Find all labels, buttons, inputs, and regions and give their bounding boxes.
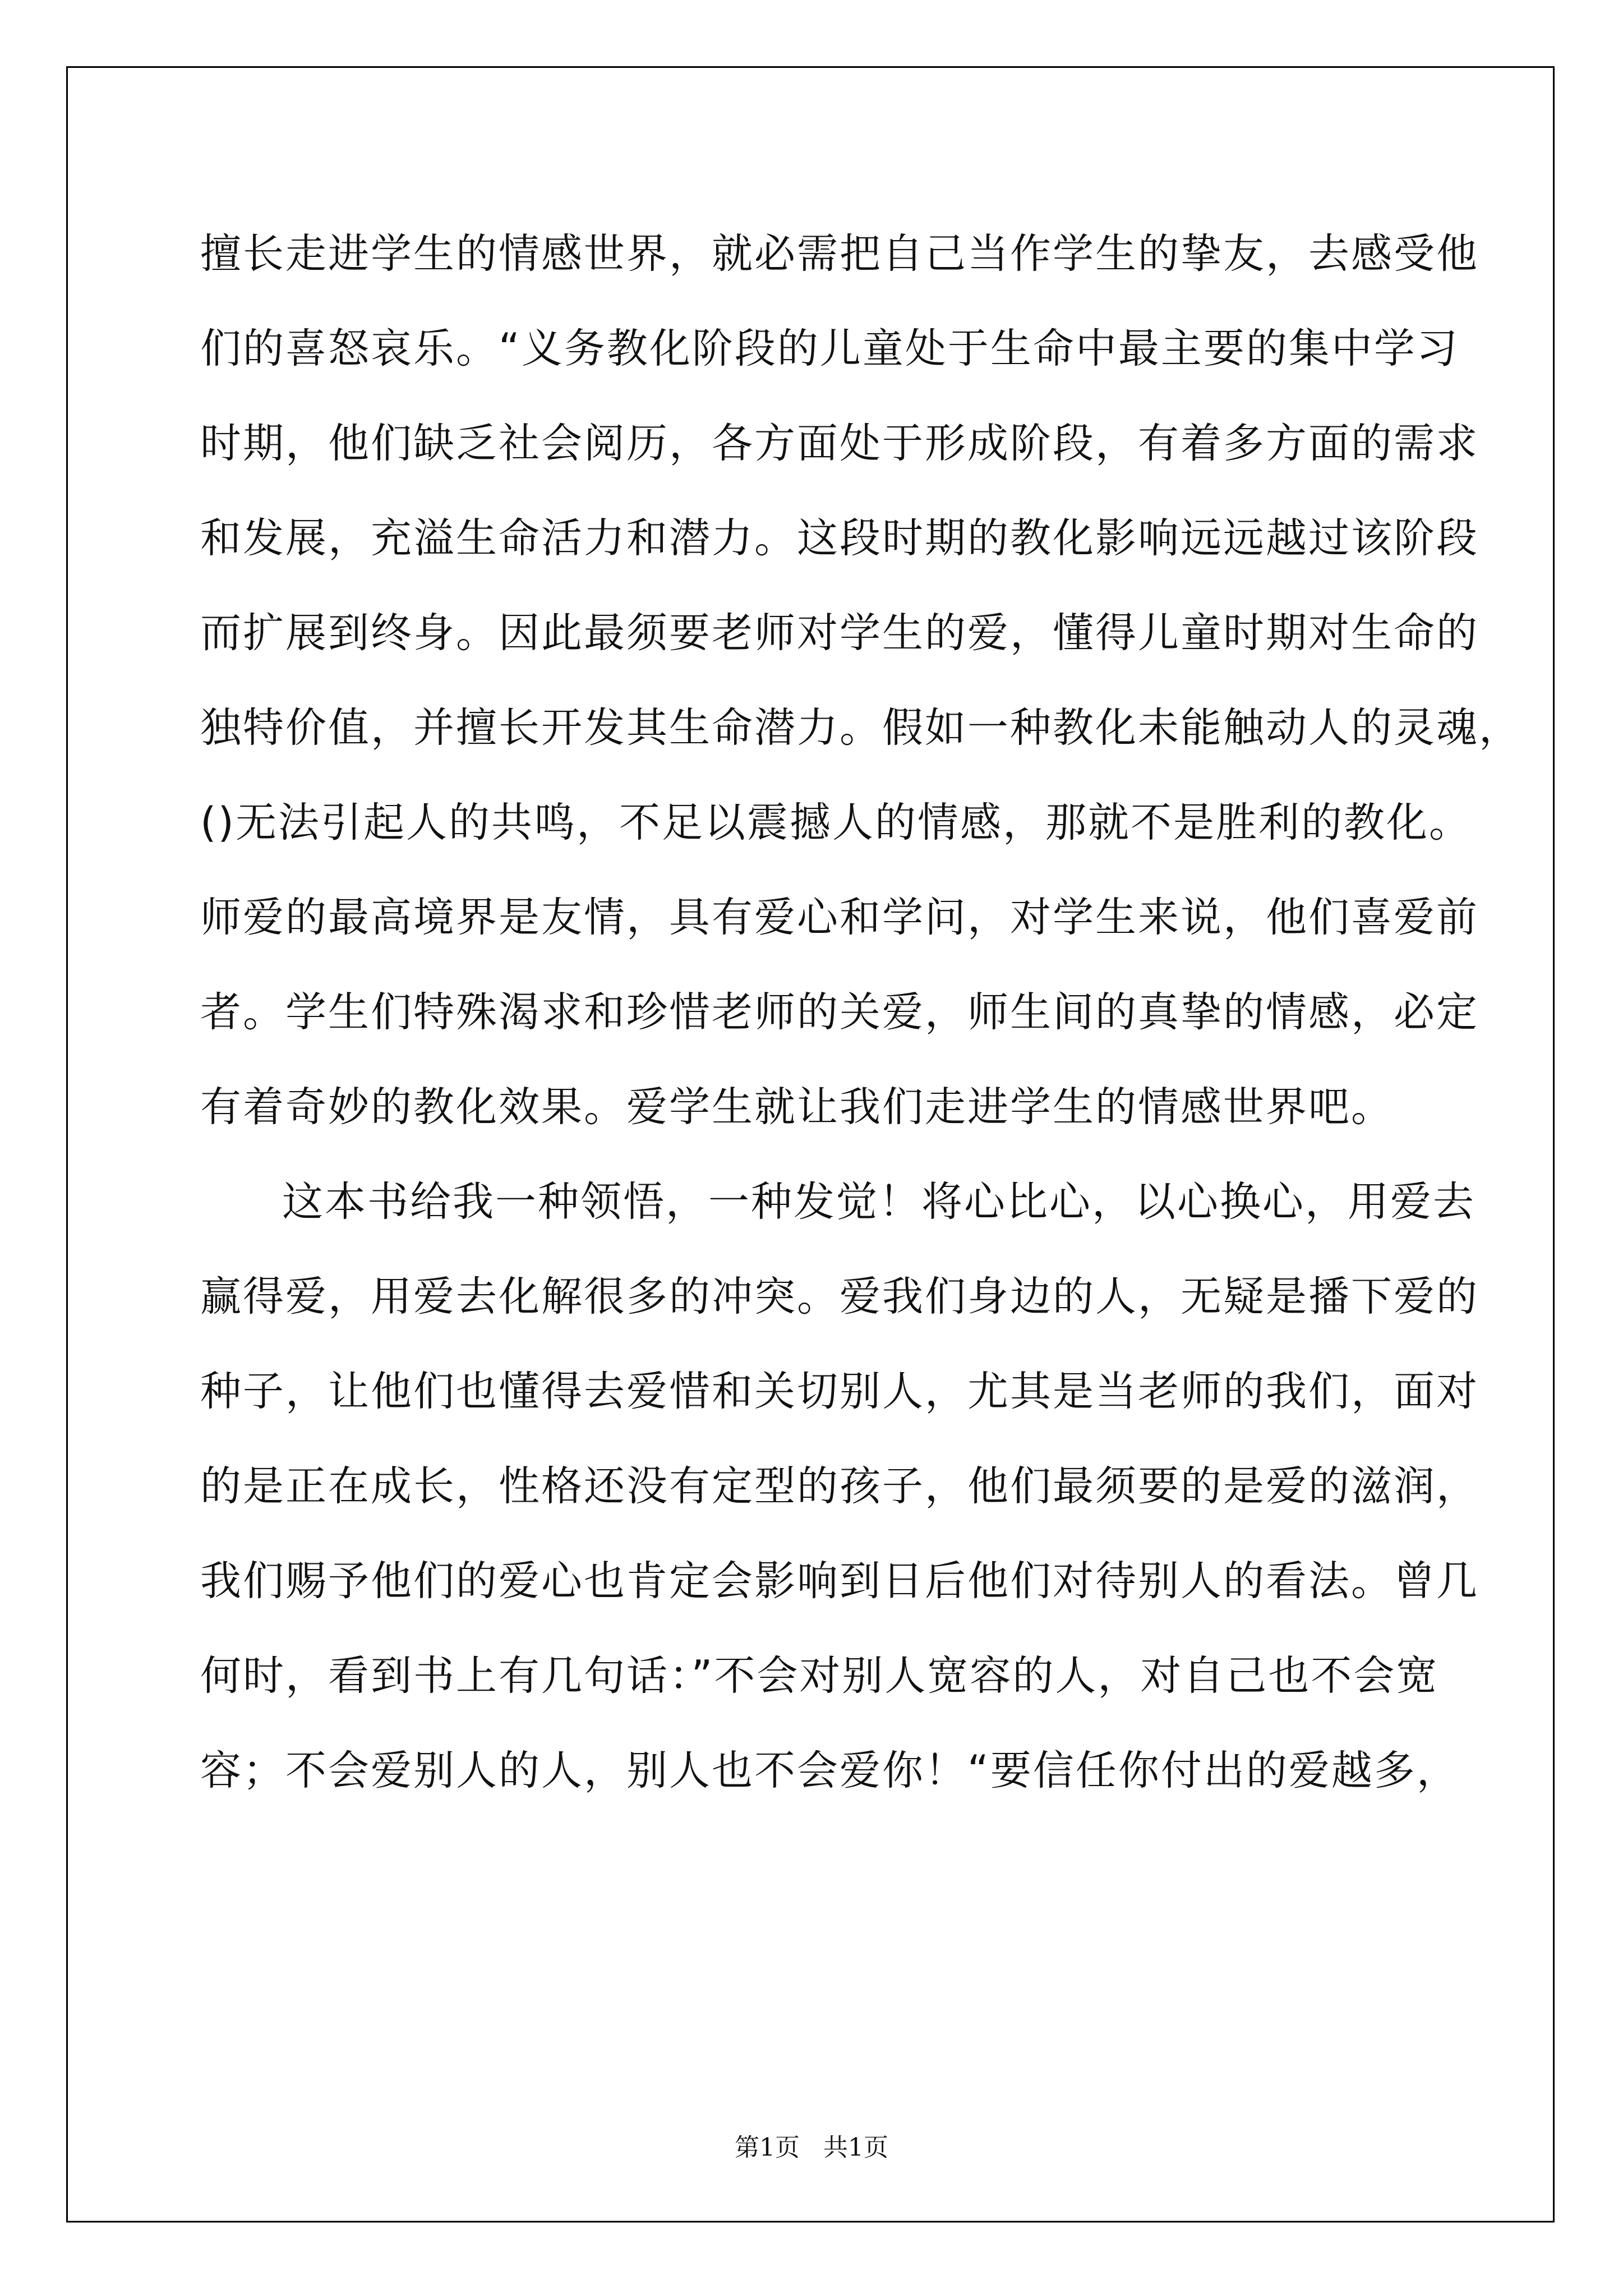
page-number-footer: 第1页 共1页 bbox=[735, 2133, 888, 2162]
text-line: 和发展，充溢生命活力和潜力。这段时期的教化影响远远越过该阶段 bbox=[200, 514, 1479, 562]
text-line: 时期，他们缺乏社会阅历，各方面处于形成阶段，有着多方面的需求 bbox=[200, 420, 1479, 467]
text-line: 擅长走进学生的情感世界，就必需把自己当作学生的挚友，去感受他 bbox=[200, 230, 1479, 278]
text-line: 而扩展到终身。因此最须要老师对学生的爱，懂得儿童时期对生命的 bbox=[200, 609, 1479, 657]
text-line: 有着奇妙的教化效果。爱学生就让我们走进学生的情感世界吧。 bbox=[200, 1083, 1394, 1131]
text-line: 何时，看到书上有几句话：”不会对别人宽容的人，对自己也不会宽 bbox=[200, 1652, 1439, 1700]
paragraph-start-line: 这本书给我一种领悟，一种发觉！将心比心，以心换心，用爱去 bbox=[282, 1178, 1476, 1226]
text-line: 赢得爱，用爱去化解很多的冲突。爱我们身边的人，无疑是播下爱的 bbox=[200, 1273, 1479, 1320]
text-line: 种子，让他们也懂得去爱惜和关切别人，尤其是当老师的我们，面对 bbox=[200, 1368, 1479, 1415]
text-line: 我们赐予他们的爱心也肯定会影响到日后他们对待别人的看法。曾几 bbox=[200, 1557, 1479, 1605]
text-line: 师爱的最高境界是友情，具有爱心和学问，对学生来说，他们喜爱前 bbox=[200, 894, 1479, 941]
text-line: 们的喜怒哀乐。“义务教化阶段的儿童处于生命中最主要的集中学习 bbox=[200, 325, 1459, 372]
text-line: 容；不会爱别人的人，别人也不会爱你！“要信任你付出的爱越多， bbox=[200, 1747, 1459, 1795]
document-body bbox=[200, 217, 1521, 1828]
text-line: 独特价值，并擅长开发其生命潜力。假如一种教化未能触动人的灵魂， bbox=[200, 704, 1521, 752]
text-line: 的是正在成长，性格还没有定型的孩子，他们最须要的是爱的滋润， bbox=[200, 1462, 1479, 1510]
text-line: 者。学生们特殊渴求和珍惜老师的关爱，师生间的真挚的情感，必定 bbox=[200, 988, 1479, 1036]
text-line: ()无法引起人的共鸣，不足以震撼人的情感，那就不是胜利的教化。 bbox=[200, 799, 1472, 846]
